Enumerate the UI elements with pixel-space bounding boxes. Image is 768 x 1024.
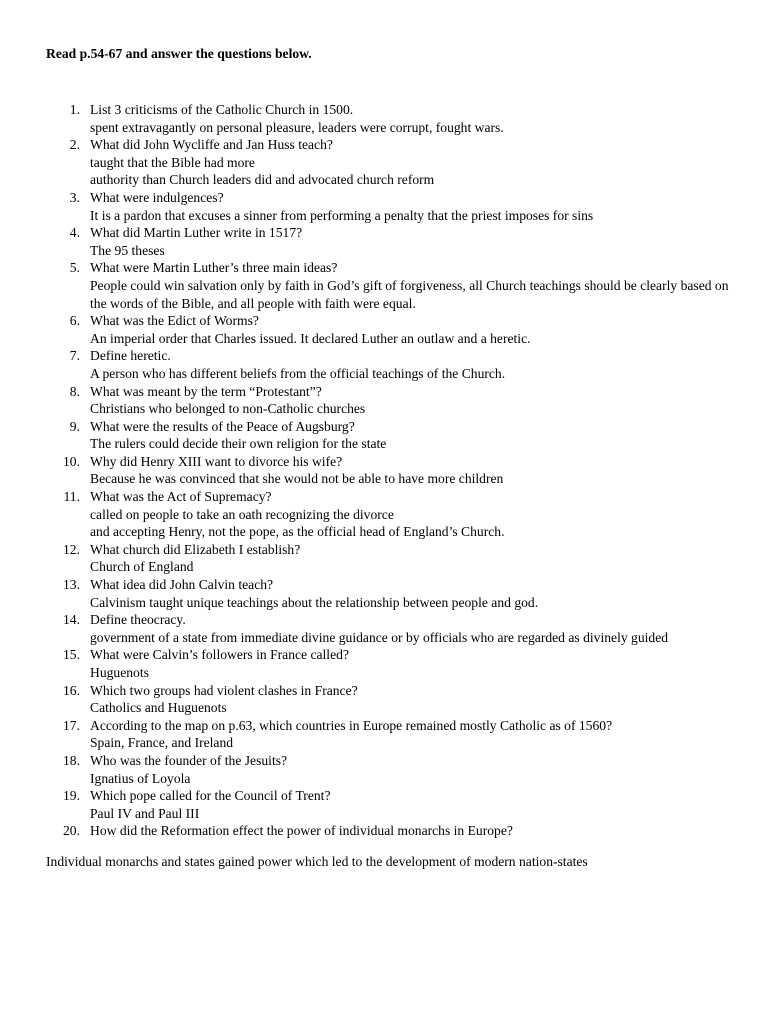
question-text: Define heretic. — [90, 348, 171, 364]
question-number: 12. — [63, 541, 80, 557]
question-item — [0, 136, 768, 189]
answer-text: A person who has different beliefs from the official teachings of the Church. — [90, 365, 506, 381]
answer-text: Christians who belonged to non-Catholic churches — [90, 401, 366, 417]
instructions-heading: Read p.54-67 and answer the questions below. — [46, 46, 312, 61]
answer-text: Huguenots — [90, 665, 149, 680]
question-number: 3. — [69, 189, 80, 205]
question-text: List 3 criticisms of the Catholic Church in 1500. — [90, 102, 354, 117]
question-item — [0, 576, 768, 611]
question-number: 2. — [69, 137, 80, 153]
question-text: What did John Wycliffe and Jan Huss teach? — [90, 137, 333, 153]
question-text: What were Calvin’s followers in France called? — [90, 647, 349, 663]
answer-text: The rulers could decide their own religion for the state — [90, 436, 387, 452]
question-item — [0, 611, 768, 646]
answer-text: Church of England — [90, 559, 194, 575]
question-item — [0, 822, 768, 840]
answer-text: taught that the Bible had more — [90, 154, 255, 170]
question-item — [0, 347, 768, 382]
question-text: What were Martin Luther’s three main ideas? — [90, 260, 338, 276]
answer-text: spent extravagantly on personal pleasure, leaders were corrupt, fought wars. — [90, 119, 504, 135]
question-number: 11. — [63, 489, 80, 505]
question-text: Which two groups had violent clashes in France? — [90, 682, 358, 698]
final-answer: Individual monarchs and states gained power which led to the development of modern nation-states — [46, 854, 588, 869]
question-number: 15. — [63, 647, 80, 663]
question-item — [0, 752, 768, 787]
question-item — [0, 646, 768, 681]
answer-text: government of a state from immediate divine guidance or by officials who are regarded as divinely guided — [90, 629, 669, 645]
question-item — [0, 488, 768, 541]
question-text: Why did Henry XIII want to divorce his wife? — [90, 453, 343, 469]
question-number: 16. — [63, 682, 80, 698]
question-number: 8. — [69, 383, 80, 399]
answer-text: Paul IV and Paul III — [90, 805, 200, 821]
question-text: What idea did John Calvin teach? — [90, 577, 274, 593]
question-item — [0, 224, 768, 259]
answer-text: Calvinism taught unique teachings about the relationship between people and god. — [90, 594, 539, 610]
question-number: 10. — [63, 453, 80, 469]
question-number: 18. — [63, 752, 80, 768]
question-number: 20. — [63, 823, 80, 839]
question-text: What were indulgences? — [90, 189, 224, 205]
question-text: What was meant by the term “Protestant”? — [90, 383, 322, 399]
answer-text: Catholics and Huguenots — [90, 700, 227, 716]
answer-text: and accepting Henry, not the pope, as the official head of England’s Church. — [90, 524, 505, 540]
question-text: What church did Elizabeth I establish? — [90, 541, 301, 557]
question-number: 5. — [69, 260, 80, 276]
question-item — [0, 312, 768, 347]
question-text: What did Martin Luther write in 1517? — [90, 225, 303, 241]
question-number: 14. — [63, 612, 80, 628]
question-number: 7. — [69, 348, 80, 364]
question-list — [0, 101, 768, 840]
answer-text: Spain, France, and Ireland — [90, 735, 234, 751]
answer-text: It is a pardon that excuses a sinner from performing a penalty that the priest imposes for sins — [90, 207, 594, 223]
question-number: 4. — [69, 225, 80, 241]
question-text: Which pope called for the Council of Trent? — [90, 788, 331, 804]
question-text: What was the Act of Supremacy? — [90, 489, 272, 505]
answer-text: Because he was convinced that she would not be able to have more children — [90, 471, 504, 487]
question-text: What were the results of the Peace of Augsburg? — [90, 418, 355, 434]
question-item — [0, 717, 768, 752]
answer-text: authority than Church leaders did and advocated church reform — [90, 172, 435, 188]
question-number: 6. — [69, 313, 80, 329]
question-number: 1. — [69, 102, 80, 117]
question-text: Who was the founder of the Jesuits? — [90, 752, 288, 768]
question-text: Define theocracy. — [90, 612, 186, 628]
question-item — [0, 189, 768, 224]
question-text: How did the Reformation effect the power of individual monarchs in Europe? — [90, 823, 513, 839]
question-item — [0, 453, 768, 488]
question-text: What was the Edict of Worms? — [90, 313, 259, 329]
question-item — [0, 418, 768, 453]
question-item — [0, 787, 768, 822]
question-item — [0, 541, 768, 576]
question-item — [0, 259, 768, 312]
question-number: 17. — [63, 717, 80, 733]
question-number: 13. — [63, 577, 80, 593]
answer-text: An imperial order that Charles issued. It declared Luther an outlaw and a heretic. — [90, 330, 531, 346]
question-item — [0, 682, 768, 717]
question-number: 19. — [63, 788, 80, 804]
answer-text: called on people to take an oath recognizing the divorce — [90, 506, 394, 522]
answer-text: People could win salvation only by faith in God’s gift of forgiveness, all Church teachings should be clearly based on the words of the Bible, and all people with faith were equal. — [90, 277, 729, 311]
answer-text: The 95 theses — [90, 242, 165, 258]
answer-text: Ignatius of Loyola — [90, 770, 191, 786]
question-number: 9. — [69, 418, 80, 434]
question-item — [0, 101, 768, 136]
question-item — [0, 383, 768, 418]
question-text: According to the map on p.63, which countries in Europe remained mostly Catholic as of 1560? — [90, 717, 613, 733]
